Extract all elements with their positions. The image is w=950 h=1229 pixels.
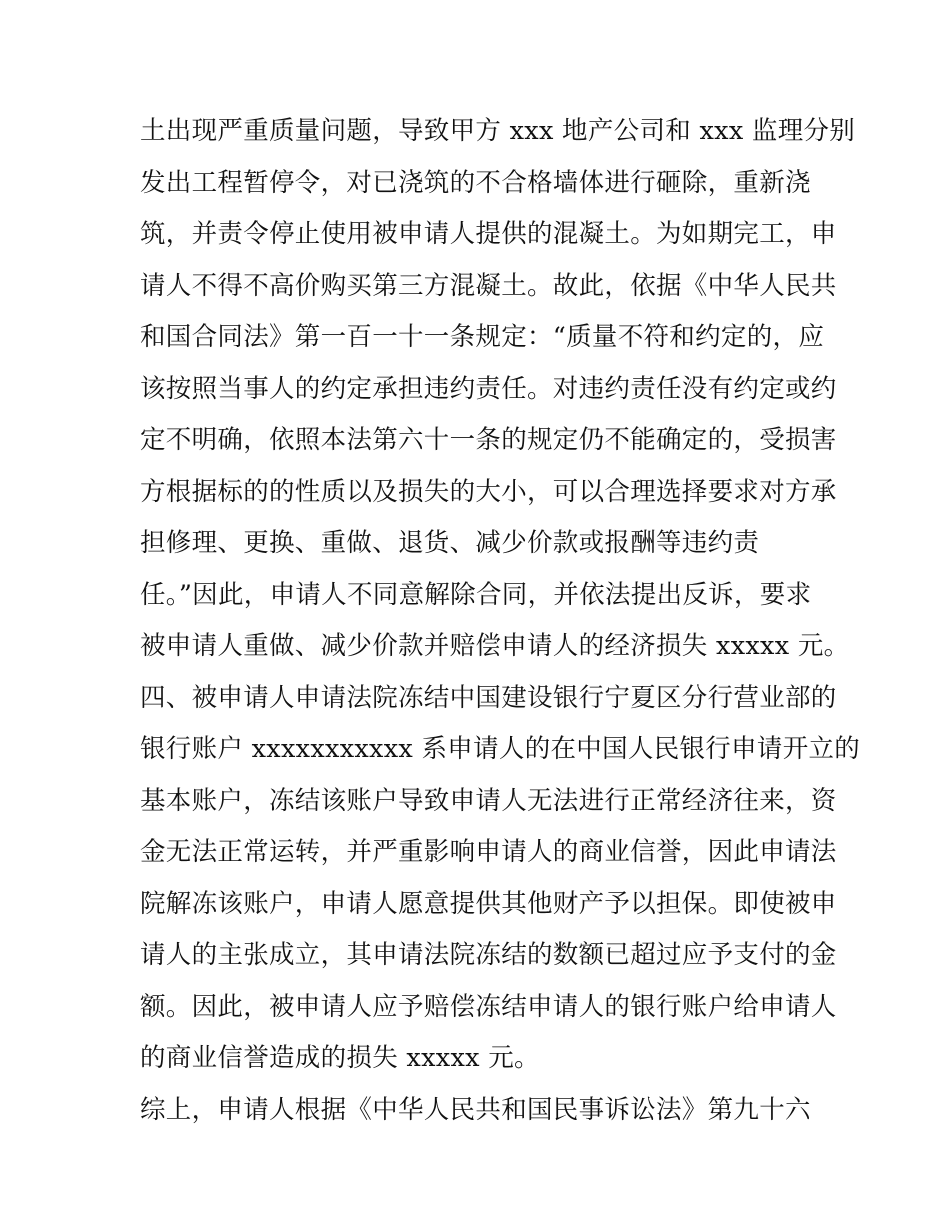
text-line: 和国合同法》第一百一十一条规定：“质量不符和约定的，应	[140, 322, 825, 352]
document-body	[140, 106, 861, 1136]
text-line: 四、被申请人申请法院冻结中国建设银行宁夏区分行营业部的	[140, 682, 837, 713]
text-line: 定不明确，依照本法第六十一条的规定仍不能确定的，受损害	[140, 425, 837, 455]
text-line: 的商业信誉造成的损失 xxxxx 元。	[140, 1043, 540, 1073]
text-line: 请人的主张成立，其申请法院冻结的数额已超过应予支付的金	[140, 940, 837, 970]
text-line: 筑，并责令停止使用被申请人提供的混凝土。为如期完工，申	[140, 219, 837, 249]
text-line: 发出工程暂停令，对已浇筑的不合格墙体进行砸除，重新浇	[140, 167, 811, 198]
text-line: 该按照当事人的约定承担违约责任。对违约责任没有约定或约	[140, 373, 837, 404]
text-line: 被申请人重做、减少价款并赔偿申请人的经济损失 xxxxx 元。	[140, 631, 850, 661]
text-line: 任。”因此，申请人不同意解除合同，并依法提出反诉，要求	[140, 579, 812, 610]
text-line: 院解冻该账户，申请人愿意提供其他财产予以担保。即使被申	[140, 888, 837, 919]
text-line: 土出现严重质量问题，导致甲方 xxx 地产公司和 xxx 监理分别	[140, 116, 856, 146]
text-line: 基本账户，冻结该账户导致申请人无法进行正常经济往来，资	[140, 785, 837, 816]
text-line: 方根据标的的性质以及损失的大小，可以合理选择要求对方承	[140, 476, 837, 507]
text-line: 担修理、更换、重做、退货、减少价款或报酬等违约责	[140, 528, 760, 558]
text-line: 请人不得不高价购买第三方混凝土。故此，依据《中华人民共	[140, 270, 837, 301]
text-line: 额。因此，被申请人应予赔偿冻结申请人的银行账户给申请人	[140, 991, 837, 1022]
text-line: 综上，申请人根据《中华人民共和国民事诉讼法》第九十六	[140, 1094, 811, 1125]
text-line: 金无法正常运转，并严重影响申请人的商业信誉，因此申请法	[140, 837, 837, 867]
text-line: 银行账户 xxxxxxxxxxx 系申请人的在中国人民银行申请开立的	[140, 734, 861, 764]
